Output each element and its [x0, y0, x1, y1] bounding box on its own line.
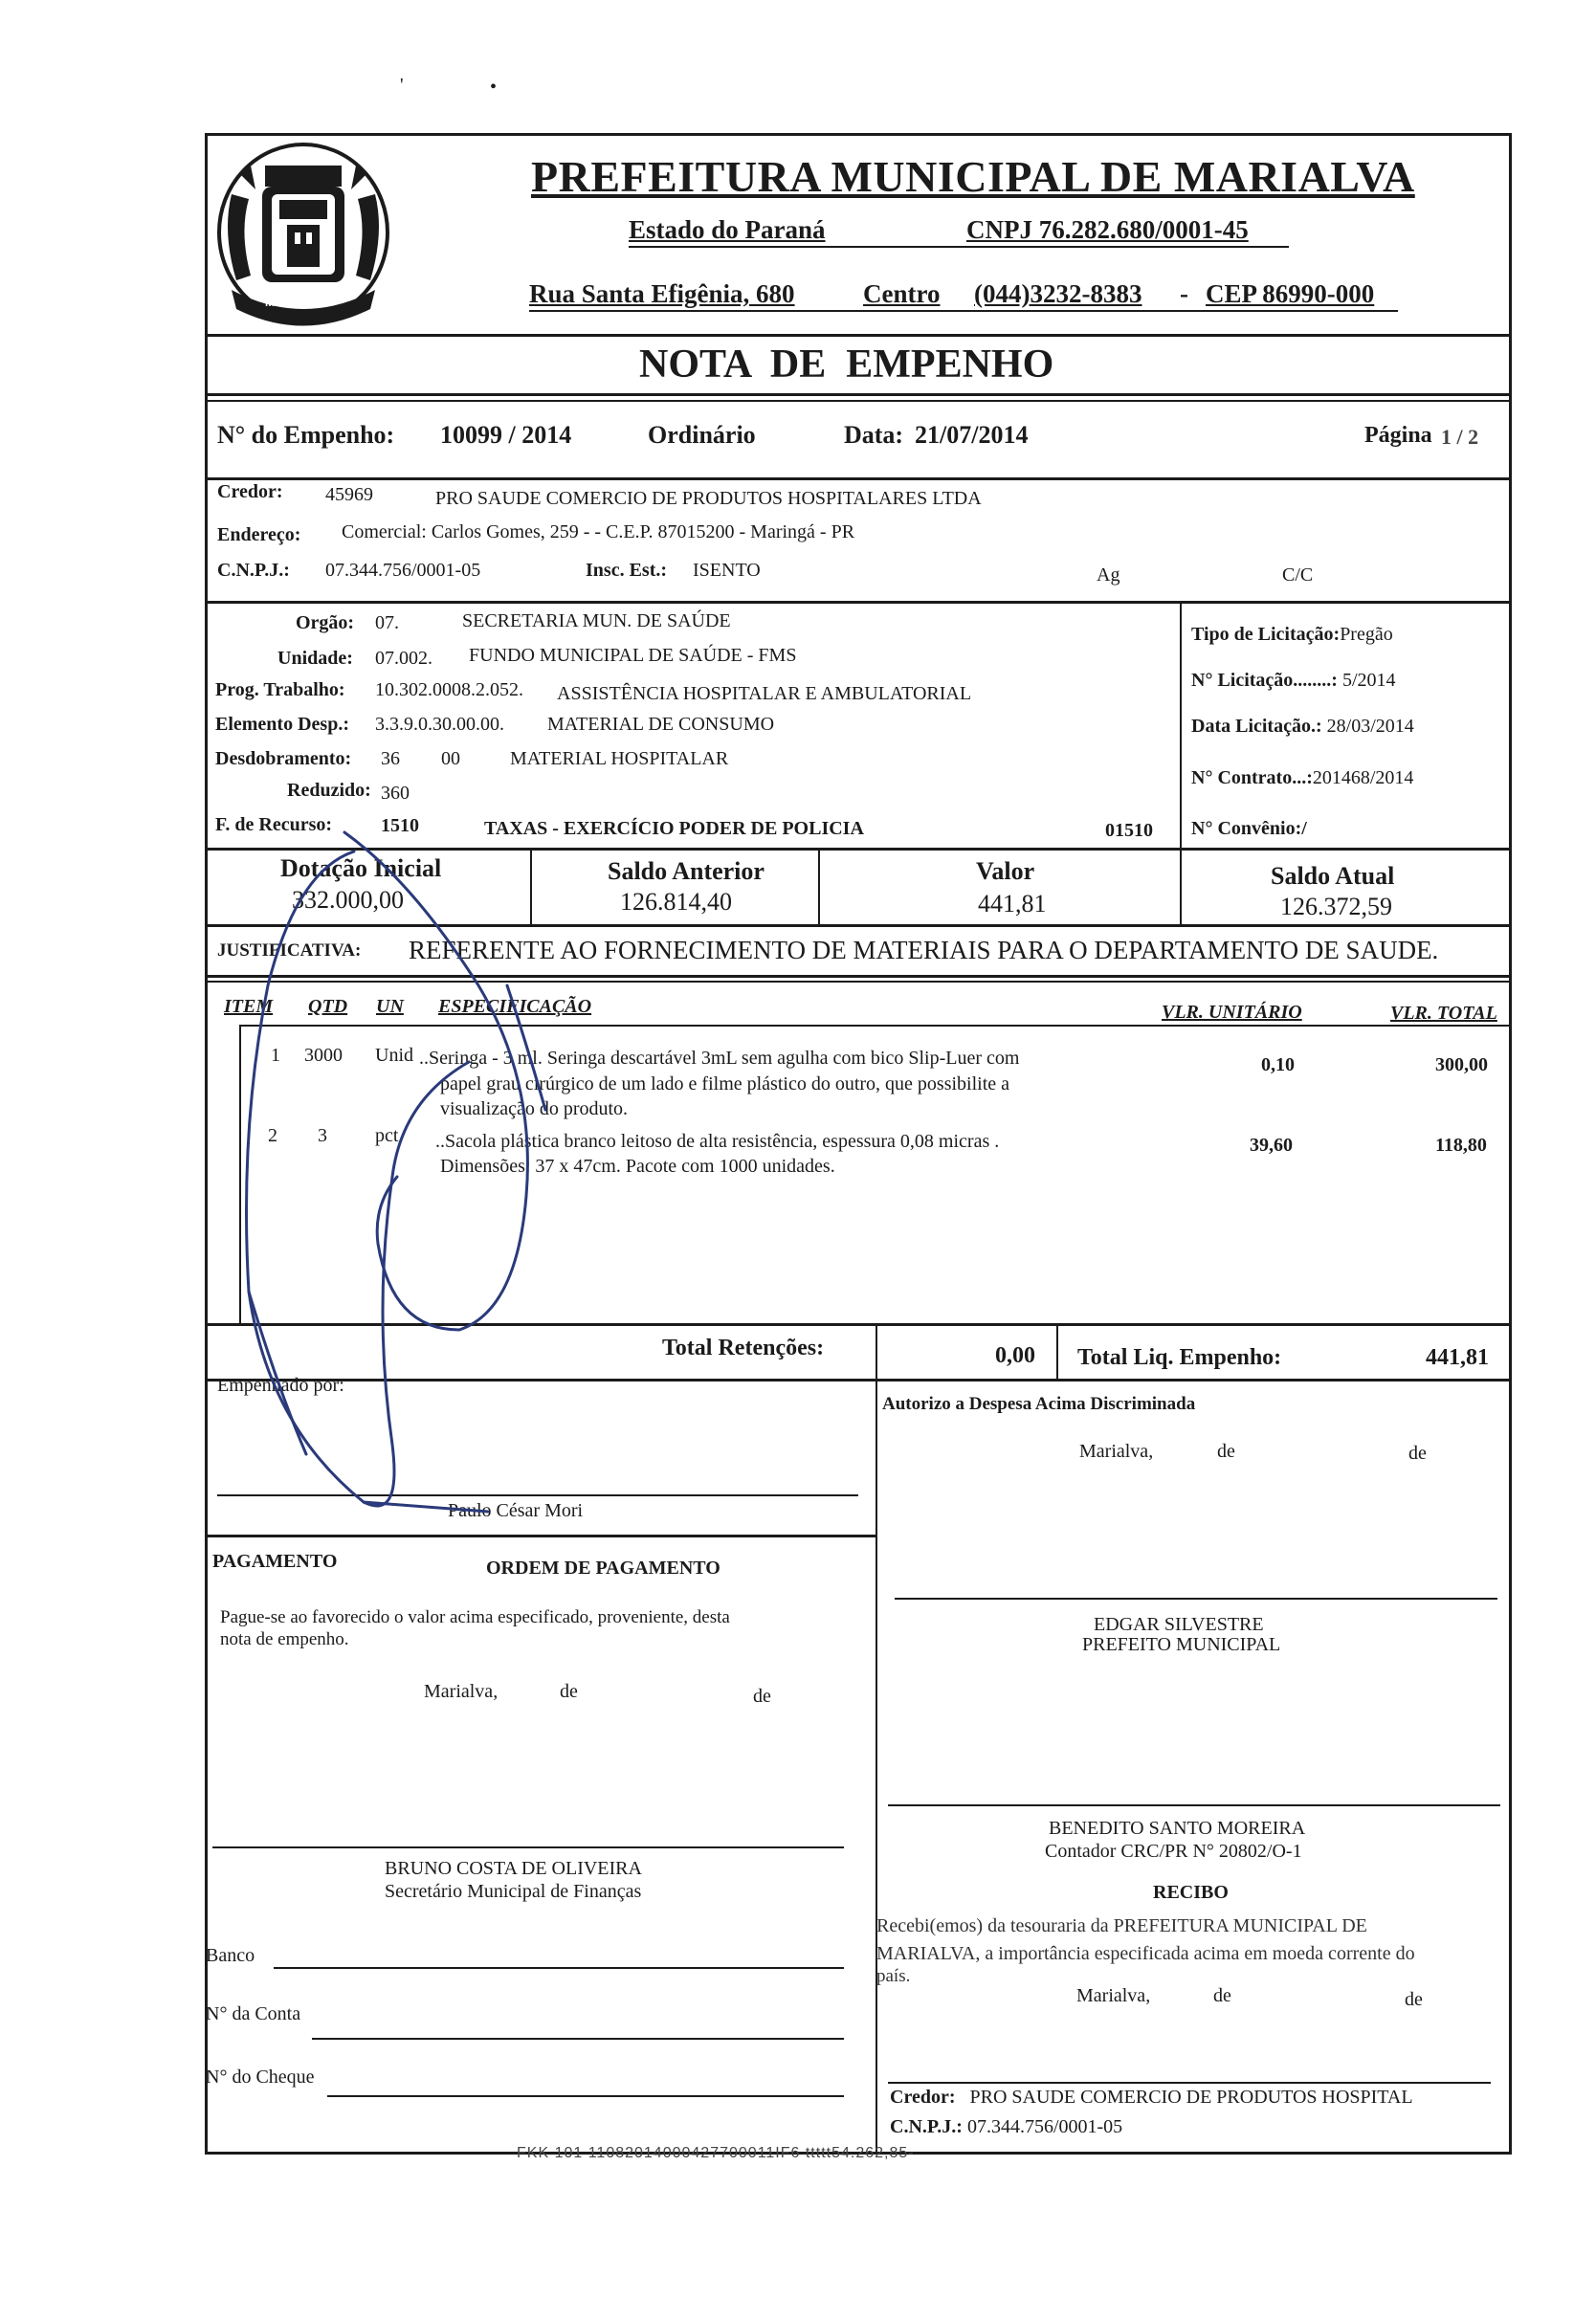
- creditor-ag-label: Ag: [1097, 564, 1120, 586]
- secretario-name: BRUNO COSTA DE OLIVEIRA: [385, 1858, 642, 1879]
- divider: [205, 601, 1512, 604]
- conta-field-line: [312, 2038, 844, 2040]
- unidade-label: Unidade:: [277, 648, 353, 669]
- valor-label: Valor: [976, 857, 1035, 885]
- desdobramento-label: Desdobramento:: [215, 748, 352, 769]
- desdobramento-name: MATERIAL HOSPITALAR: [510, 748, 729, 769]
- desdobramento-code: 36: [381, 748, 400, 769]
- fonte-label: F. de Recurso:: [215, 814, 333, 835]
- justificativa-text: REFERENTE AO FORNECIMENTO DE MATERIAIS PARA O DEPARTAMENTO DE SAUDE.: [409, 936, 1439, 964]
- saldo-atual-label: Saldo Atual: [1271, 862, 1395, 890]
- desdobramento-subcode: 00: [441, 748, 460, 769]
- creditor-ie-label: Insc. Est.:: [586, 560, 668, 581]
- address-street: Rua Santa Efigênia, 680: [529, 279, 795, 308]
- unidade-code: 07.002.: [375, 648, 432, 669]
- pagamento-text-1: Pague-se ao favorecido o valor acima especificado, proveniente, desta: [220, 1607, 730, 1627]
- total-liq-label: Total Liq. Empenho:: [1077, 1345, 1282, 1370]
- page-title: PREFEITURA MUNICIPAL DE MARIALVA: [531, 152, 1415, 201]
- recibo-cnpj-label: C.N.P.J.:: [890, 2116, 963, 2137]
- item1-total: 300,00: [1435, 1054, 1488, 1075]
- orgao-name: SECRETARIA MUN. DE SAÚDE: [462, 610, 731, 631]
- empenho-date: 21/07/2014: [915, 421, 1029, 449]
- divider: [205, 334, 1512, 337]
- signature-line: [212, 1846, 844, 1848]
- divider: [205, 477, 1512, 480]
- prog-label: Prog. Trabalho:: [215, 679, 345, 700]
- divider: [818, 848, 820, 926]
- empenhado-label: Empenhado por:: [217, 1375, 344, 1396]
- empenho-type: Ordinário: [648, 421, 756, 449]
- contador-name: BENEDITO SANTO MOREIRA: [1049, 1818, 1306, 1839]
- dotacao-value: 332.000,00: [292, 886, 404, 914]
- scan-mark: ': [400, 75, 404, 96]
- divider: [1180, 848, 1182, 926]
- prog-name: ASSISTÊNCIA HOSPITALAR E AMBULATORIAL: [557, 683, 972, 704]
- barcode-text: FKK 101 11082014000427700011IF6 ttttt54.262,85-: [517, 2145, 915, 2161]
- licitacao-num-label: N° Licitação........:: [1191, 670, 1338, 691]
- recibo-line3: país.: [876, 1966, 911, 1986]
- autorizo-city: Marialva,: [1079, 1441, 1154, 1462]
- creditor-ie: ISENTO: [693, 560, 761, 581]
- autorizo-de-2: de: [1408, 1443, 1427, 1464]
- recibo-de-1: de: [1213, 1985, 1231, 2006]
- divider: [1056, 1323, 1058, 1381]
- item2-number: 2: [268, 1125, 277, 1146]
- divider: [876, 1323, 877, 1381]
- reduzido-label: Reduzido:: [287, 780, 371, 801]
- total-liq-value: 441,81: [1426, 1345, 1489, 1370]
- secretario-role: Secretário Municipal de Finanças: [385, 1881, 642, 1902]
- unidade-name: FUNDO MUNICIPAL DE SAÚDE - FMS: [469, 645, 797, 666]
- banco-field-line: [274, 1967, 844, 1969]
- pagamento-label: PAGAMENTO: [212, 1551, 338, 1572]
- recibo-cnpj: 07.344.756/0001-05: [966, 2116, 1123, 2137]
- elemento-code: 3.3.9.0.30.00.00.: [375, 714, 504, 735]
- recibo-credor: PRO SAUDE COMERCIO DE PRODUTOS HOSPITAL: [969, 2087, 1413, 2108]
- creditor-cc-label: C/C: [1282, 564, 1314, 586]
- address-phone: (044)3232-8383: [974, 279, 1142, 308]
- licitacao-num: 5/2014: [1341, 670, 1396, 691]
- col-un: UN: [376, 996, 404, 1017]
- ordem-pagamento-label: ORDEM DE PAGAMENTO: [486, 1558, 720, 1579]
- pagamento-de-2: de: [753, 1686, 771, 1707]
- contador-role: Contador CRC/PR N° 20802/O-1: [1045, 1841, 1302, 1862]
- prog-code: 10.302.0008.2.052.: [375, 679, 523, 700]
- elemento-label: Elemento Desp.:: [215, 714, 349, 735]
- col-spec: ESPECIFICAÇÃO: [438, 996, 592, 1017]
- col-total: VLR. TOTAL: [1390, 1003, 1497, 1024]
- recibo-credor-row: [890, 2087, 1413, 2109]
- dotacao-label: Dotação Inicial: [280, 854, 442, 882]
- licitacao-tipo-label-text: Tipo de Licitação:: [1191, 624, 1341, 645]
- col-item: ITEM: [224, 996, 274, 1017]
- state-underline: [629, 246, 1289, 248]
- page-number: 1 / 2: [1441, 425, 1479, 449]
- page-label: Página: [1364, 423, 1432, 448]
- signature-line: [888, 1804, 1500, 1806]
- prefeito-role: PREFEITO MUNICIPAL: [1082, 1634, 1281, 1655]
- signature-line: [888, 2082, 1491, 2084]
- scan-mark: •: [490, 77, 498, 98]
- creditor-name: PRO SAUDE COMERCIO DE PRODUTOS HOSPITALARES LTDA: [435, 488, 982, 509]
- conta-label: N° da Conta: [206, 2003, 301, 2024]
- recibo-city: Marialva,: [1076, 1985, 1151, 2006]
- saldo-atual-value: 126.372,59: [1280, 893, 1392, 920]
- licitacao-data: 28/03/2014: [1326, 716, 1414, 737]
- pagamento-de-1: de: [560, 1681, 578, 1702]
- contrato-row: [1191, 767, 1413, 789]
- item1-un: Unid: [375, 1045, 413, 1066]
- pagamento-city: Marialva,: [424, 1681, 499, 1702]
- municipal-seal-icon: [212, 137, 394, 338]
- fonte-code2: 01510: [1105, 820, 1153, 841]
- item2-qtd: 3: [318, 1125, 327, 1146]
- divider: [205, 400, 1512, 402]
- creditor-address: Comercial: Carlos Gomes, 259 - - C.E.P. 87015200 - Maringá - PR: [342, 521, 855, 542]
- licitacao-tipo: Pregão: [1340, 624, 1393, 645]
- orgao-code: 07.: [375, 612, 399, 633]
- recibo-title: RECIBO: [1153, 1882, 1229, 1903]
- reduzido-value: 360: [381, 783, 410, 804]
- justificativa-label: JUSTIFICATIVA:: [217, 940, 362, 961]
- valor-value: 441,81: [978, 890, 1047, 917]
- contrato-number: 201468/2014: [1312, 767, 1414, 788]
- creditor-cnpj: 07.344.756/0001-05: [325, 560, 481, 581]
- empenho-number: 10099 / 2014: [440, 421, 572, 449]
- convenio-label: N° Convênio:/: [1191, 818, 1307, 839]
- contrato-label: N° Contrato...:: [1191, 767, 1313, 788]
- item1-qtd: 3000: [304, 1045, 343, 1066]
- licitacao-tipo-label: [1191, 624, 1393, 646]
- empenho-date-label: Data:: [844, 421, 904, 449]
- item2-total: 118,80: [1435, 1135, 1487, 1156]
- creditor-code: 45969: [325, 484, 373, 505]
- licitacao-num-row: [1191, 670, 1396, 692]
- cnpj-label: CNPJ 76.282.680/0001-45: [966, 215, 1249, 244]
- fonte-name: TAXAS - EXERCÍCIO PODER DE POLICIA: [484, 818, 864, 839]
- address-label: Endereço:: [217, 524, 301, 545]
- col-qtd: QTD: [308, 996, 348, 1017]
- doc-title: NOTA DE EMPENHO: [639, 343, 1054, 387]
- licitacao-data-row: [1191, 716, 1414, 738]
- autorizo-de-1: de: [1217, 1441, 1235, 1462]
- col-unit-price: VLR. UNITÁRIO: [1162, 1002, 1302, 1023]
- banco-label: Banco: [206, 1945, 255, 1966]
- empenhado-name: Paulo César Mori: [448, 1500, 584, 1521]
- item2-spec-line2: Dimensões: 37 x 47cm. Pacote com 1000 unidades.: [440, 1156, 835, 1177]
- item1-number: 1: [271, 1045, 280, 1066]
- orgao-label: Orgão:: [296, 612, 355, 633]
- elemento-name: MATERIAL DE CONSUMO: [547, 714, 775, 735]
- prefeito-name: EDGAR SILVESTRE: [1094, 1614, 1264, 1635]
- seal-banner-text: MARIALVA: [265, 296, 324, 309]
- saldo-anterior-value: 126.814,40: [620, 888, 732, 916]
- recibo-credor-label: Credor:: [890, 2087, 956, 2108]
- fonte-code: 1510: [381, 815, 419, 836]
- cheque-label: N° do Cheque: [206, 2067, 315, 2088]
- divider: [876, 1379, 877, 2155]
- item1-spec-line1: ..Seringa - 3 ml. Seringa descartável 3mL sem agulha com bico Slip-Luer com: [419, 1048, 1020, 1069]
- state-label: Estado do Paraná: [629, 215, 826, 244]
- divider: [205, 393, 1512, 396]
- signature-line: [895, 1598, 1497, 1600]
- handwritten-signature-icon: [220, 794, 718, 1540]
- empenho-label: N° do Empenho:: [217, 421, 395, 449]
- recibo-cnpj-row: [890, 2116, 1122, 2138]
- address-cep: CEP 86990-000: [1206, 279, 1375, 308]
- item1-spec-line2: papel grau cirúrgico de um lado e filme plástico do outro, que possibilite a: [440, 1073, 1010, 1094]
- creditor-label: Credor:: [217, 481, 283, 502]
- address-dash: -: [1180, 279, 1188, 308]
- item1-spec-line3: visualização do produto.: [440, 1098, 629, 1119]
- saldo-anterior-label: Saldo Anterior: [608, 857, 765, 885]
- autorizo-label: Autorizo a Despesa Acima Discriminada: [882, 1394, 1196, 1414]
- cheque-field-line: [327, 2095, 844, 2097]
- retencoes-label: Total Retenções:: [662, 1336, 825, 1360]
- recibo-line1: Recebi(emos) da tesouraria da PREFEITURA MUNICIPAL DE: [876, 1915, 1367, 1936]
- pagamento-text-2: nota de empenho.: [220, 1629, 349, 1649]
- item2-unit-price: 39,60: [1250, 1135, 1293, 1156]
- address-underline: [529, 310, 1398, 312]
- item2-un: pct: [375, 1125, 399, 1146]
- divider: [1180, 601, 1182, 851]
- item2-spec-line1: ..Sacola plástica branco leitoso de alta resistência, espessura 0,08 micras .: [435, 1131, 1000, 1152]
- retencoes-value: 0,00: [995, 1343, 1035, 1368]
- licitacao-data-label: Data Licitação.:: [1191, 716, 1322, 737]
- creditor-cnpj-label: C.N.P.J.:: [217, 560, 290, 581]
- item1-unit-price: 0,10: [1261, 1054, 1295, 1075]
- address-district: Centro: [863, 279, 941, 308]
- recibo-line2: MARIALVA, a importância especificada acima em moeda corrente do: [876, 1943, 1415, 1964]
- recibo-de-2: de: [1405, 1989, 1423, 2010]
